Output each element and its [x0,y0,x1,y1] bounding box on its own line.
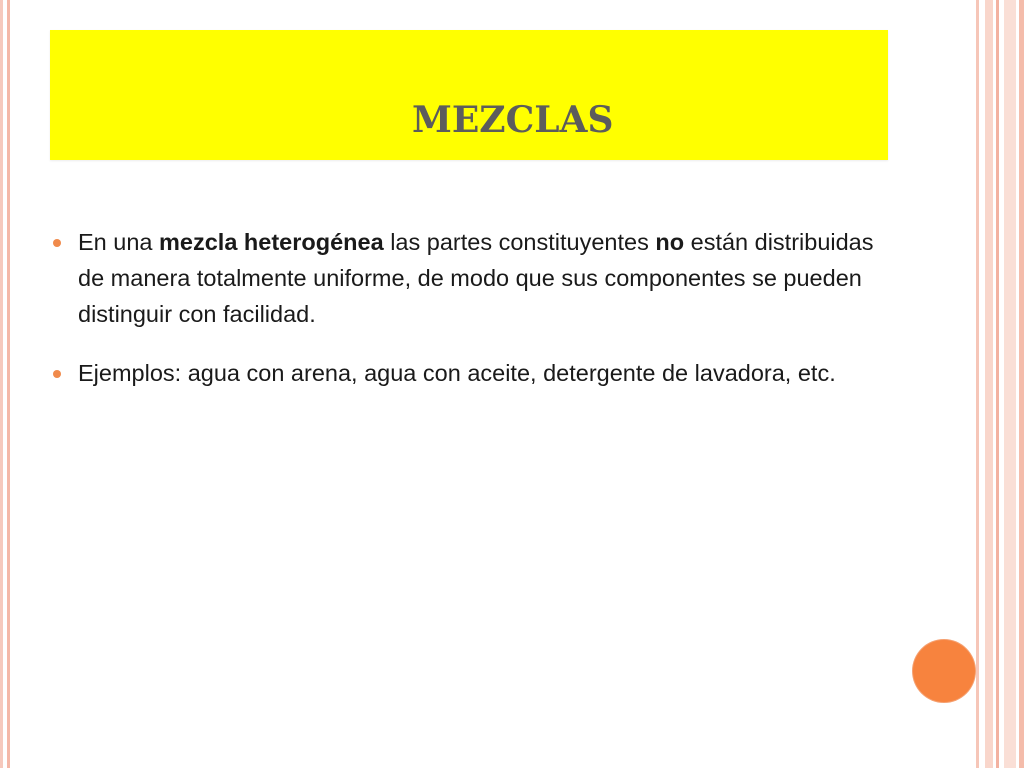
right-border-stripe [976,0,979,768]
right-border-stripe [1019,0,1024,768]
right-border-stripe [996,0,999,768]
bullet-text: Ejemplos: agua con arena, agua con aceite, detergente de lavadora, etc. [78,360,836,386]
slide-title: MEZCLAS [412,99,614,141]
text-segment: están distribuidas de manera totalmente uniforme, de modo que sus componentes se pueden distinguir con facilidad. [78,229,874,327]
text-segment: En una [78,229,160,255]
bullet-item [48,224,878,332]
title-banner [50,30,888,160]
left-border-stripe [0,0,3,768]
text-segment: las partes constituyentes [383,229,656,255]
decorative-circle-icon [913,640,975,702]
bullet-dot-icon [53,239,61,247]
right-border-stripe [1004,0,1016,768]
bullet-item [48,355,878,391]
bold-text-segment: mezcla heterogénea [159,229,384,255]
right-border-stripe [985,0,993,768]
bold-text-segment: no [655,229,685,255]
bullet-dot-icon [53,370,61,378]
bullet-text [78,229,874,327]
bullet-list [48,224,878,414]
left-border-stripe [7,0,10,768]
